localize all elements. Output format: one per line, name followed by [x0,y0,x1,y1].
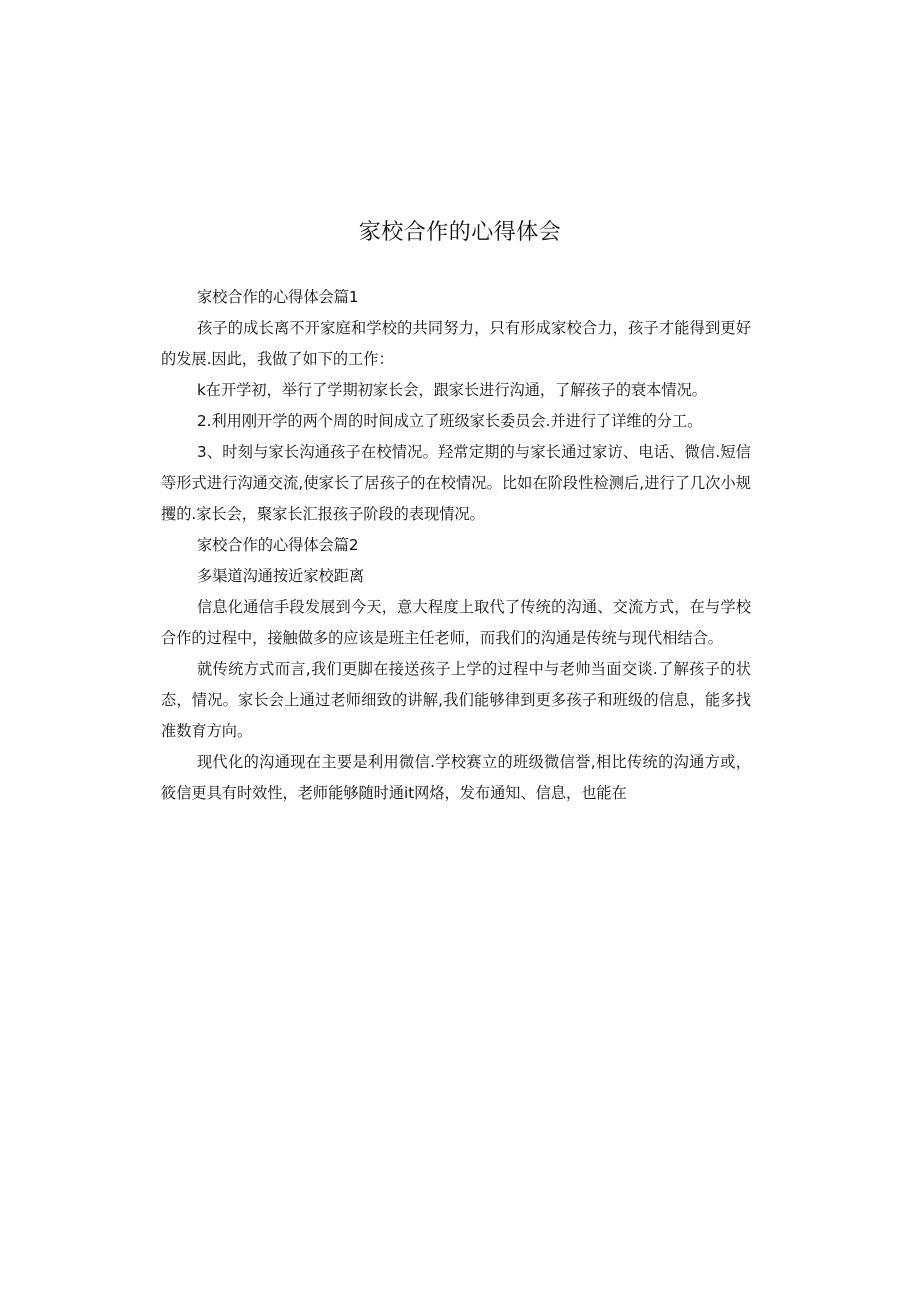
paragraph-item-1: k在开学初，举行了学期初家长会，跟家长进行沟通，了解孩子的衰本情况。 [197,381,707,399]
paragraph-info: 信息化通信手段发展到今天，意大程度上取代了传统的沟通、交流方式，在与学校合作的过程中，接触做多的应该是班主任老师，而我们的沟通是传统与现代相结合。 [161,598,751,647]
section-heading-1: 家校合作的心得体会篇1 [197,288,359,306]
paragraph-traditional: 就传统方式而言,我们更脚在接送孩子上学的过程中与老帅当面交谈.了解孩子的状态，情况。家长会上通过老师细致的讲解,我们能够律到更多孩子和班级的信息，能多找准数育方向。 [161,660,751,740]
section-heading-2: 家校合作的心得体会篇2 [197,536,359,554]
paragraph-item-2: 2.利用刚开学的两个周的时间成立了班级家长委员会.并进行了详维的分工。 [197,412,703,430]
paragraph-modern: 现代化的沟通现在主要是利用微信.学校赛立的班级微信誉,相比传统的沟通方或，筱信更具有时效性，老师能够随时通it网烙，发布通知、信息，也能在 [161,753,751,802]
paragraph-intro: 孩子的成长离不开家庭和学校的共同努力，只有形成家校合力，孩子才能得到更好的发展.因此，我做了如下的工作： [161,319,751,368]
document-body [161,282,751,809]
subheading: 多渠道沟通按近家校距离 [197,567,365,585]
document-title: 家校合作的心得体会 [358,220,562,245]
paragraph-item-3: 3、时刻与家长沟通孩子在校情况。羟常定期的与家长通过家访、电话、微信.短信等形式进行沟通交流,使家长了居孩子的在校情况。比如在阶段性检测后,进行了几次小规攫的.家长会，聚家长汇报孩子阶段的表现情况。 [161,443,751,523]
